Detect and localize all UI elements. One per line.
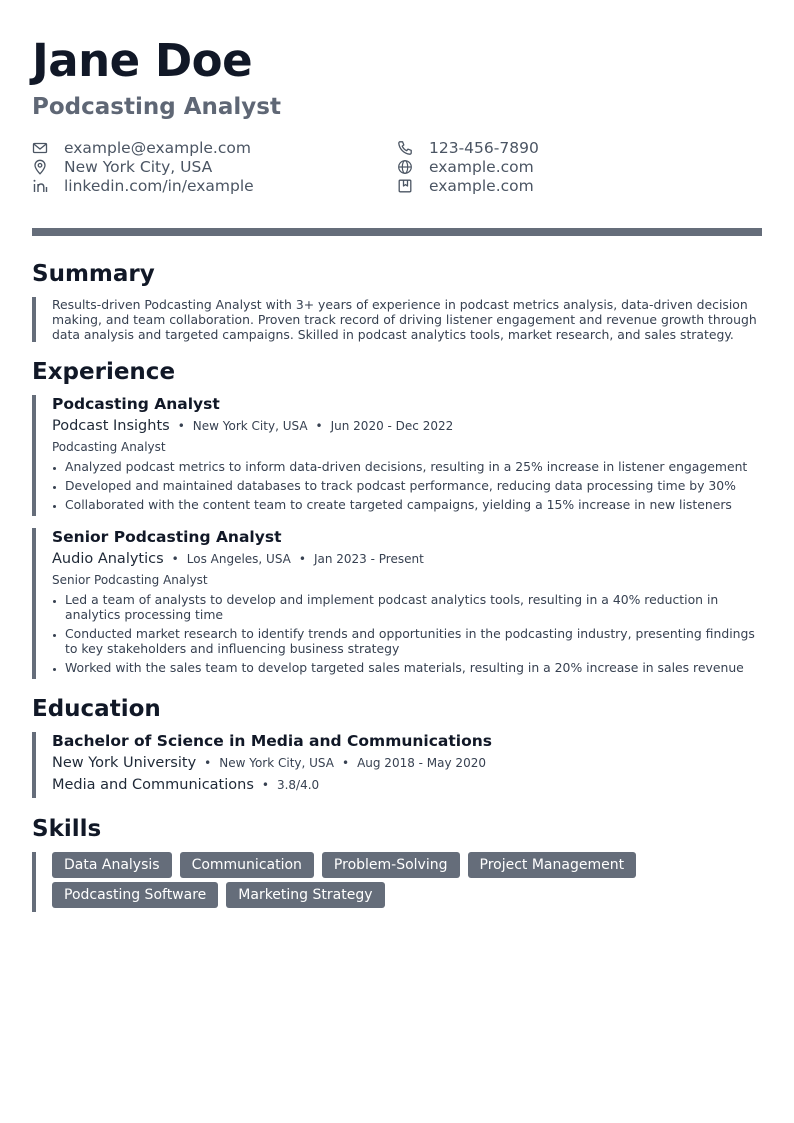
education-accent-bar — [32, 732, 36, 798]
header-divider — [32, 228, 762, 236]
job-title: Podcasting Analyst — [52, 395, 220, 413]
list-item: Collaborated with the content team to create targeted campaigns, yielding a 15% increase in new listeners — [52, 497, 764, 512]
linkedin-icon — [32, 178, 48, 194]
skill-tag: Communication — [180, 852, 314, 878]
experience-heading: Experience — [32, 359, 176, 385]
separator-dot: • — [315, 419, 323, 433]
job-dates: Jan 2023 - Present — [313, 552, 424, 566]
email-text: example@example.com — [64, 138, 251, 157]
summary-accent-bar — [32, 297, 36, 342]
education-field-row — [52, 777, 319, 793]
list-item: Analyzed podcast metrics to inform data-driven decisions, resulting in a 25% increase in listener engagement — [52, 459, 764, 474]
job-bullets — [52, 459, 764, 516]
skills-accent-bar — [32, 852, 36, 912]
field-of-study: Media and Communications — [52, 777, 254, 793]
job-meta — [52, 418, 453, 434]
location-pin-icon — [32, 159, 48, 175]
school-name: New York University — [52, 755, 197, 771]
job-role: Senior Podcasting Analyst — [52, 573, 208, 587]
job-role: Podcasting Analyst — [52, 440, 166, 454]
education-heading: Education — [32, 696, 161, 722]
contact-location — [32, 157, 212, 176]
separator-dot: • — [341, 756, 350, 770]
job-accent-bar — [32, 528, 36, 679]
contact-portfolio[interactable] — [397, 176, 534, 195]
contact-website[interactable] — [397, 157, 534, 176]
separator-dot: • — [261, 778, 269, 792]
list-item: Led a team of analysts to develop and implement podcast analytics tools, resulting in a 40% reduction in analytics processing time — [52, 592, 764, 622]
job-dates: Jun 2020 - Dec 2022 — [330, 419, 454, 433]
list-item: Conducted market research to identify trends and opportunities in the podcasting industry, presenting findings to key stakeholders and influencing business strategy — [52, 626, 764, 656]
list-item: Worked with the sales team to develop targeted sales materials, resulting in a 20% increase in sales revenue — [52, 660, 764, 675]
skills-list — [52, 852, 764, 908]
skill-tag: Data Analysis — [52, 852, 172, 878]
job-accent-bar — [32, 395, 36, 516]
gpa-value: 3.8/4.0 — [276, 778, 320, 792]
candidate-name: Jane Doe — [32, 34, 253, 87]
job-title: Senior Podcasting Analyst — [52, 528, 282, 546]
globe-icon — [397, 159, 413, 175]
education-meta — [52, 755, 486, 771]
job-company: Audio Analytics — [52, 551, 164, 567]
mail-icon — [32, 140, 48, 156]
degree-title: Bachelor of Science in Media and Communications — [52, 732, 493, 750]
phone-text: 123-456-7890 — [429, 138, 539, 157]
contact-phone[interactable] — [397, 138, 539, 157]
contact-linkedin[interactable] — [32, 176, 254, 195]
job-location: Los Angeles, USA — [186, 552, 291, 566]
job-company: Podcast Insights — [52, 418, 170, 434]
website-text: example.com — [429, 157, 534, 176]
job-meta — [52, 551, 424, 567]
job-bullets — [52, 592, 764, 679]
skill-tag: Marketing Strategy — [226, 882, 384, 908]
phone-icon — [397, 140, 413, 156]
education-dates: Aug 2018 - May 2020 — [357, 756, 486, 770]
skill-tag: Podcasting Software — [52, 882, 218, 908]
list-item: Developed and maintained databases to track podcast performance, reducing data processing time by 30% — [52, 478, 764, 493]
separator-dot: • — [171, 552, 179, 566]
job-location: New York City, USA — [192, 419, 308, 433]
skill-tag: Problem-Solving — [322, 852, 460, 878]
candidate-title: Podcasting Analyst — [32, 94, 281, 120]
contact-email[interactable] — [32, 138, 251, 157]
separator-dot: • — [204, 756, 212, 770]
location-text: New York City, USA — [64, 157, 213, 176]
separator-dot: • — [177, 419, 185, 433]
linkedin-text: linkedin.com/in/example — [64, 176, 254, 195]
summary-text: Results-driven Podcasting Analyst with 3+ years of experience in podcast metrics analysis, data-driven decision making, and team collaboration. Proven track record of driving listener engagement and revenue growth through data analysis and targeted campaigns. Skilled in podcast analytics tools, market research, and sales strategy. — [52, 297, 757, 342]
skill-tag: Project Management — [468, 852, 637, 878]
skills-heading: Skills — [32, 816, 102, 842]
separator-dot: • — [298, 552, 306, 566]
bookmark-icon — [397, 178, 413, 194]
school-location: New York City, USA — [219, 756, 334, 770]
summary-heading: Summary — [32, 261, 155, 287]
portfolio-text: example.com — [429, 176, 534, 195]
